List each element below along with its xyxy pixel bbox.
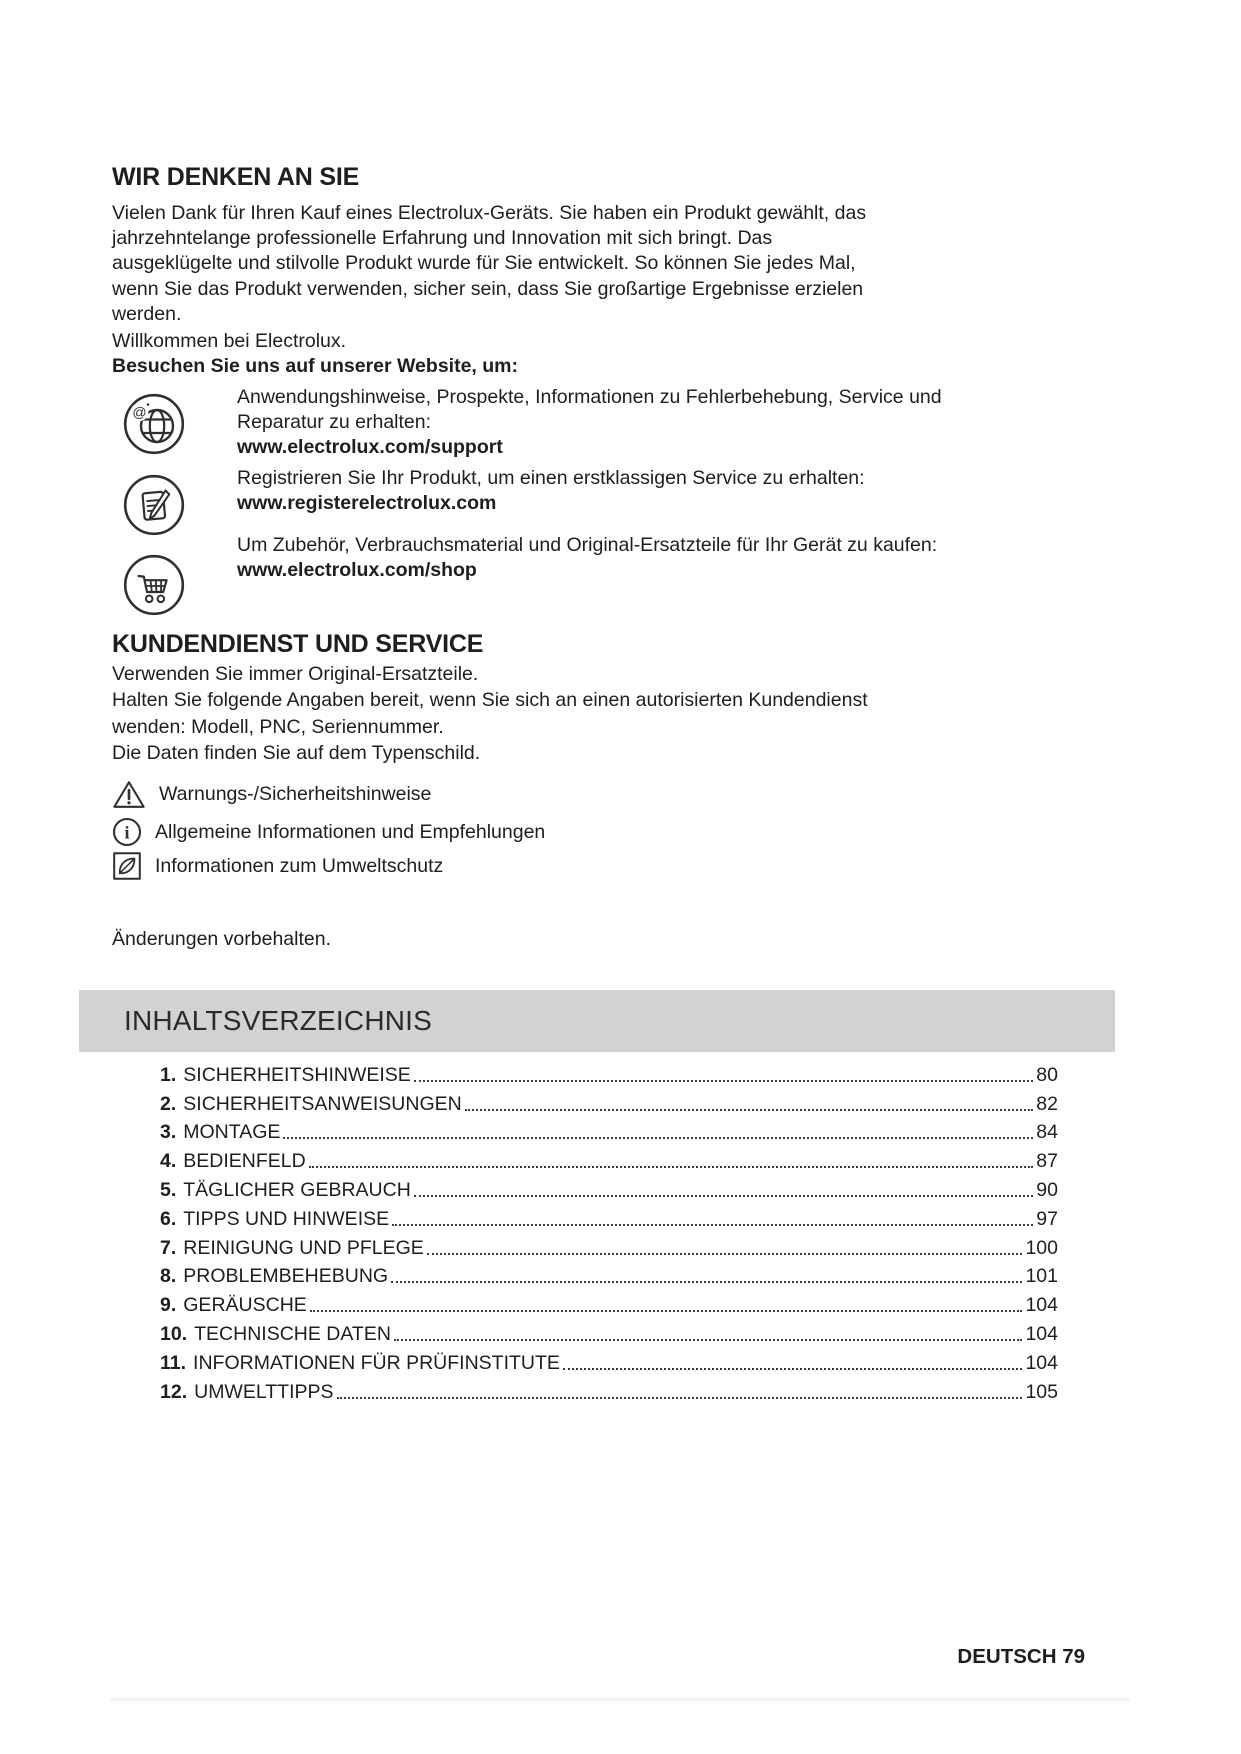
toc-entry-page: 90 bbox=[1036, 1178, 1058, 1201]
toc-entry-page: 100 bbox=[1025, 1236, 1058, 1259]
table-of-contents bbox=[160, 1058, 1058, 1404]
toc-entry-number: 7. bbox=[160, 1236, 177, 1259]
legend-row-info bbox=[112, 817, 545, 847]
toc-dot-leader bbox=[394, 1339, 1023, 1341]
toc-entry-page: 84 bbox=[1036, 1121, 1058, 1144]
website-item-text: Anwendungshinweise, Prospekte, Informationen zu Fehlerbehebung, Service und Reparatur zu erhalten: bbox=[237, 386, 942, 434]
paragraph-line: jahrzehntelange professionelle Erfahrung und Innovation mit sich bringt. Das bbox=[112, 227, 773, 250]
page-footer: DEUTSCH 79 bbox=[957, 1645, 1085, 1668]
toc-entry-title: TIPPS UND HINWEISE bbox=[183, 1207, 390, 1230]
toc-dot-leader bbox=[465, 1109, 1034, 1111]
paragraph-line: wenden: Modell, PNC, Seriennummer. bbox=[112, 715, 444, 738]
toc-banner bbox=[79, 990, 1115, 1052]
toc-entry bbox=[160, 1058, 1058, 1087]
website-item-url: www.electrolux.com/support bbox=[237, 436, 503, 459]
legend-label: Informationen zum Umweltschutz bbox=[155, 854, 444, 877]
toc-entry-title: INFORMATIONEN FÜR PRÜFINSTITUTE bbox=[193, 1351, 560, 1374]
svg-text:@: @ bbox=[132, 404, 147, 420]
paragraph-line: ausgeklügelte und stilvolle Produkt wurde für Sie entwickelt. So können Sie jedes Mal, bbox=[112, 252, 856, 275]
toc-entry-page: 97 bbox=[1036, 1207, 1058, 1230]
toc-entry-number: 1. bbox=[160, 1063, 177, 1086]
toc-entry-page: 101 bbox=[1025, 1265, 1058, 1288]
toc-entry bbox=[160, 1317, 1058, 1346]
toc-entry-number: 8. bbox=[160, 1265, 177, 1288]
legend-row-warning bbox=[112, 779, 431, 810]
toc-dot-leader bbox=[310, 1310, 1023, 1312]
paragraph-line: Die Daten finden Sie auf dem Typenschild. bbox=[112, 742, 481, 765]
intro-paragraph bbox=[112, 201, 1022, 327]
toc-dot-leader bbox=[427, 1253, 1023, 1255]
website-intro-line: Besuchen Sie uns auf unserer Website, um: bbox=[112, 355, 518, 377]
toc-entry-title: REINIGUNG UND PFLEGE bbox=[183, 1236, 424, 1259]
toc-entry bbox=[160, 1202, 1058, 1231]
toc-entry bbox=[160, 1260, 1058, 1289]
section-title-we-think-of-you: WIR DENKEN AN SIE bbox=[112, 163, 360, 191]
paragraph-line: Verwenden Sie immer Original-Ersatzteile. bbox=[112, 663, 479, 685]
toc-entry-page: 104 bbox=[1025, 1322, 1058, 1345]
welcome-line: Willkommen bei Electrolux. bbox=[112, 330, 347, 352]
toc-entry-number: 9. bbox=[160, 1294, 177, 1317]
toc-entry-number: 3. bbox=[160, 1121, 177, 1144]
toc-entry bbox=[160, 1144, 1058, 1173]
toc-entry bbox=[160, 1087, 1058, 1116]
subject-to-change-notice: Änderungen vorbehalten. bbox=[112, 928, 332, 950]
toc-entry-page: 82 bbox=[1036, 1092, 1058, 1115]
legend-label: Warnungs-/Sicherheitshinweise bbox=[159, 783, 432, 805]
toc-dot-leader bbox=[337, 1397, 1023, 1399]
service-paragraph bbox=[112, 661, 1022, 767]
website-item bbox=[237, 533, 989, 583]
website-item-text: Um Zubehör, Verbrauchsmaterial und Original-Ersatzteile für Ihr Gerät zu kaufen: bbox=[237, 534, 938, 556]
toc-dot-leader bbox=[391, 1281, 1022, 1283]
website-item-text: Registrieren Sie Ihr Produkt, um einen erstklassigen Service zu erhalten: bbox=[237, 467, 865, 489]
paragraph-line: Halten Sie folgende Angaben bereit, wenn Sie sich an einen autorisierten Kundendienst bbox=[112, 689, 868, 712]
toc-entry bbox=[160, 1346, 1058, 1375]
toc-entry-title: UMWELTTIPPS bbox=[194, 1380, 334, 1403]
legend-row-eco bbox=[112, 851, 443, 881]
toc-entry-number: 12. bbox=[160, 1380, 188, 1403]
toc-entry-number: 5. bbox=[160, 1178, 177, 1201]
toc-entry-page: 105 bbox=[1025, 1380, 1058, 1403]
toc-dot-leader bbox=[309, 1166, 1034, 1168]
toc-dot-leader bbox=[392, 1224, 1033, 1226]
toc-entry-title: GERÄUSCHE bbox=[183, 1294, 307, 1317]
toc-entry-page: 104 bbox=[1025, 1294, 1058, 1317]
shopping-cart-icon bbox=[122, 553, 186, 617]
toc-dot-leader bbox=[563, 1368, 1023, 1370]
toc-entry-title: SICHERHEITSANWEISUNGEN bbox=[183, 1092, 462, 1115]
toc-entry bbox=[160, 1375, 1058, 1404]
legend-label: Allgemeine Informationen und Empfehlungen bbox=[155, 820, 546, 843]
toc-entry-title: BEDIENFELD bbox=[183, 1150, 306, 1173]
toc-title: INHALTSVERZEICHNIS bbox=[124, 1005, 433, 1036]
section-title-customer-service: KUNDENDIENST UND SERVICE bbox=[112, 630, 484, 658]
toc-entry-title: SICHERHEITSHINWEISE bbox=[183, 1063, 411, 1086]
toc-entry-page: 87 bbox=[1036, 1150, 1058, 1173]
info-circle-icon bbox=[112, 817, 142, 847]
toc-entry-page: 104 bbox=[1025, 1351, 1058, 1374]
website-item bbox=[237, 385, 989, 461]
toc-dot-leader bbox=[414, 1195, 1033, 1197]
website-item-url: www.registerelectrolux.com bbox=[237, 492, 497, 515]
website-item-url: www.electrolux.com/shop bbox=[237, 559, 477, 582]
toc-entry-number: 4. bbox=[160, 1150, 177, 1173]
toc-entry-title: MONTAGE bbox=[183, 1121, 281, 1144]
toc-entry-number: 10. bbox=[160, 1322, 188, 1345]
toc-dot-leader bbox=[414, 1080, 1034, 1082]
toc-entry-number: 11. bbox=[160, 1351, 187, 1374]
paragraph-line: werden. bbox=[112, 302, 182, 325]
toc-entry-title: PROBLEMBEHEBUNG bbox=[183, 1265, 389, 1288]
eco-leaf-icon bbox=[112, 851, 142, 881]
warning-triangle-icon bbox=[112, 779, 146, 810]
toc-entry-number: 6. bbox=[160, 1207, 177, 1230]
toc-entry-page: 80 bbox=[1036, 1063, 1058, 1086]
toc-entry-title: TÄGLICHER GEBRAUCH bbox=[183, 1178, 411, 1201]
toc-entry-title: TECHNISCHE DATEN bbox=[194, 1322, 391, 1345]
document-pencil-icon bbox=[122, 473, 186, 537]
toc-entry bbox=[160, 1231, 1058, 1260]
paragraph-line: Vielen Dank für Ihren Kauf eines Electrolux-Geräts. Sie haben ein Produkt gewählt, das bbox=[112, 202, 867, 224]
toc-entry-number: 2. bbox=[160, 1092, 177, 1115]
paragraph-line: wenn Sie das Produkt verwenden, sicher sein, dass Sie großartige Ergebnisse erzielen bbox=[112, 277, 864, 300]
website-item bbox=[237, 466, 989, 516]
toc-entry bbox=[160, 1116, 1058, 1145]
scan-edge-shadow bbox=[110, 1698, 1130, 1705]
toc-dot-leader bbox=[283, 1137, 1033, 1139]
toc-entry bbox=[160, 1288, 1058, 1317]
globe-icon bbox=[122, 392, 186, 456]
svg-text:i: i bbox=[124, 822, 130, 843]
toc-entry bbox=[160, 1173, 1058, 1202]
